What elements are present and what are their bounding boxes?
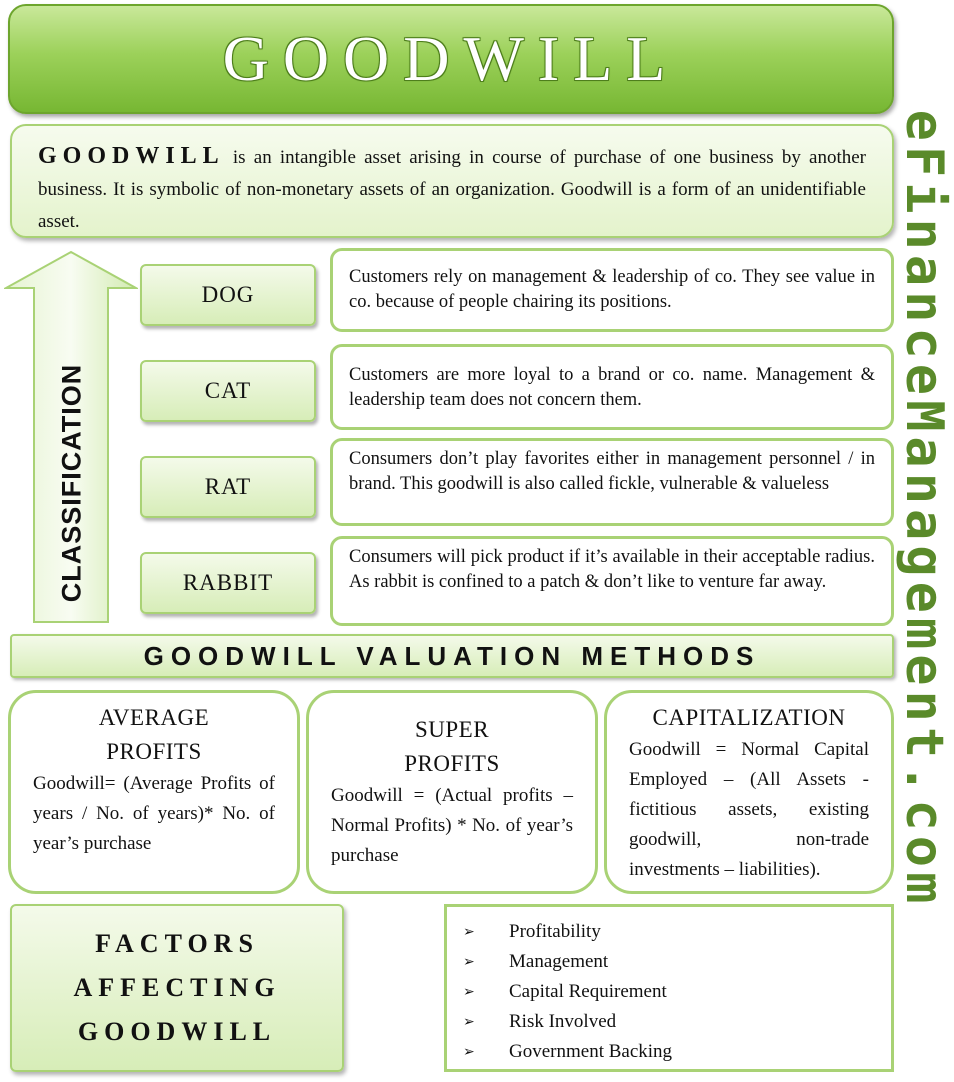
definition-box	[10, 124, 894, 238]
description-rat	[330, 438, 894, 526]
method-capitalization	[604, 690, 894, 894]
method-title: AVERAGE PROFITS	[98, 705, 210, 764]
category-dog	[140, 264, 316, 326]
list-item	[463, 947, 891, 977]
factor-label: Profitability	[509, 921, 601, 942]
brand-watermark	[894, 4, 954, 1014]
factor-label: Management	[509, 951, 609, 972]
method-average-profits	[8, 690, 300, 894]
valuation-heading: GOODWILL VALUATION METHODS	[143, 640, 761, 671]
title-banner	[8, 4, 894, 114]
category-rabbit	[140, 552, 316, 614]
definition-text: is an intangible asset arising in course of purchase of one business by another business. It is symbolic of non-monetary assets of an organization. Goodwill is a form of an unidentifiable asset.	[38, 147, 866, 232]
arrow-bullet-icon: ➢	[463, 984, 475, 1000]
method-formula: Goodwill = (Actual profits – Normal Profits) * No. of year’s purchase	[331, 785, 573, 866]
factors-heading: FACTORS AFFECTING GOODWILL	[73, 929, 281, 1046]
category-label: DOG	[201, 282, 255, 307]
factor-label: Risk Involved	[509, 1011, 617, 1032]
brand-text: eFinanceManagement.com	[894, 109, 954, 909]
description-cat	[330, 344, 894, 430]
factors-heading-box	[10, 904, 344, 1072]
method-title: SUPER PROFITS	[404, 717, 500, 776]
arrow-bullet-icon: ➢	[463, 1014, 475, 1030]
category-rat	[140, 456, 316, 518]
method-super-profits	[306, 690, 598, 894]
category-label: CAT	[204, 378, 252, 403]
list-item	[463, 917, 891, 947]
valuation-heading-bar	[10, 634, 894, 678]
list-item	[463, 977, 891, 1007]
description-dog	[330, 248, 894, 332]
list-item	[463, 1037, 891, 1067]
classification-label	[22, 250, 122, 626]
method-formula: Goodwill = Normal Capital Employed – (All Assets -fictitious assets, existing goodwill, non-trade investments – liabilities).	[629, 739, 869, 880]
arrow-bullet-icon: ➢	[463, 924, 475, 940]
description-rabbit	[330, 536, 894, 626]
arrow-bullet-icon: ➢	[463, 954, 475, 970]
category-label: RAT	[204, 474, 252, 499]
factors-list	[444, 904, 894, 1072]
classification-text: CLASSIFICATION	[56, 363, 87, 603]
factor-label: Government Backing	[509, 1041, 673, 1062]
factor-label: Capital Requirement	[509, 981, 667, 1002]
method-title: CAPITALIZATION	[652, 705, 846, 730]
category-cat	[140, 360, 316, 422]
description-text: Customers are more loyal to a brand or co. name. Management & leadership team does not concern them.	[349, 365, 875, 410]
category-label: RABBIT	[182, 570, 274, 595]
description-text: Consumers don’t play favorites either in management personnel / in brand. This goodwill is also called fickle, vulnerable & valueless	[349, 449, 875, 494]
description-text: Customers rely on management & leadership of co. They see value in co. because of people chairing its positions.	[349, 267, 875, 312]
list-item	[463, 1007, 891, 1037]
description-text: Consumers will pick product if it’s available in their acceptable radius. As rabbit is confined to a patch & don’t like to venture far away.	[349, 547, 875, 592]
page-title: GOODWILL	[222, 23, 680, 94]
definition-term: GOODWILL	[38, 143, 225, 169]
method-formula: Goodwill= (Average Profits of years / No. of years)* No. of year’s purchase	[33, 773, 275, 854]
arrow-bullet-icon: ➢	[463, 1044, 475, 1060]
